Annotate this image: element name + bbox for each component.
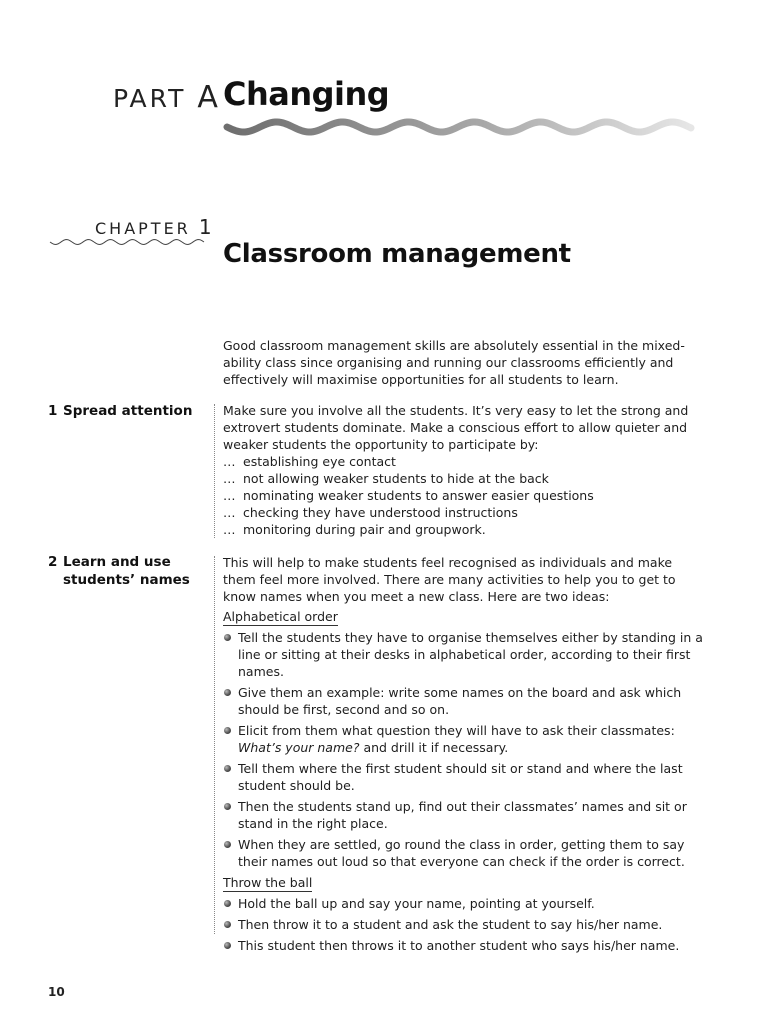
bullet-text: Then throw it to a student and ask the student to say his/her name.	[238, 917, 663, 932]
ellipsis-marker: …	[223, 505, 236, 520]
bullet-dot-icon	[224, 803, 231, 810]
subheading-throw-the-ball: Throw the ball	[223, 875, 313, 890]
bullet-text-italic: What’s your name?	[238, 740, 360, 755]
bullet-item	[223, 937, 703, 954]
chapter-number: 1	[198, 215, 212, 239]
bullet-dot-icon	[224, 634, 231, 641]
page-number: 10	[48, 985, 65, 999]
list-item	[223, 453, 703, 470]
section-paragraph: This will help to make students feel recognised as individuals and make them feel more involved. There are many activities to help you to get to know names when you meet a new class. Here are two ideas:	[223, 555, 676, 604]
dotted-divider	[214, 404, 215, 538]
bullet-dot-icon	[224, 921, 231, 928]
section-heading-text: Learn and use	[63, 554, 171, 570]
bullet-item	[223, 684, 703, 718]
bullet-dot-icon	[224, 689, 231, 696]
bullet-text: Then the students stand up, find out their classmates’ names and sit or stand in the right place.	[238, 799, 687, 831]
bullet-list	[223, 629, 703, 870]
list-item	[223, 504, 703, 521]
bullet-dot-icon	[224, 942, 231, 949]
bullet-dot-icon	[224, 765, 231, 772]
intro-paragraph: Good classroom management skills are absolutely essential in the mixed-ability class since organising and running our classrooms efficiently and effectively will maximise opportunities for all students to learn.	[223, 338, 685, 387]
section-number: 2	[48, 554, 58, 570]
bullet-dot-icon	[224, 841, 231, 848]
section-heading-2	[48, 553, 190, 589]
dots-list	[223, 453, 703, 538]
bullet-text: This student then throws it to another student who says his/her name.	[238, 938, 680, 953]
section-heading-text: Spread attention	[63, 403, 193, 419]
bullet-item	[223, 722, 703, 756]
section-1-body	[223, 402, 703, 538]
ellipsis-marker: …	[223, 454, 236, 469]
bullet-list	[223, 895, 703, 954]
bullet-text: Hold the ball up and say your name, pointing at yourself.	[238, 896, 595, 911]
subheading-alphabetical-order: Alphabetical order	[223, 609, 338, 624]
chapter-title: Classroom management	[223, 239, 571, 269]
list-item-text: establishing eye contact	[243, 454, 396, 469]
section-heading-1	[48, 402, 192, 420]
section-heading-text: students’ names	[63, 572, 190, 588]
bullet-item	[223, 836, 703, 870]
ellipsis-marker: …	[223, 522, 236, 537]
list-item-text: checking they have understood instructions	[243, 505, 518, 520]
list-item	[223, 470, 703, 487]
bullet-text: and drill it if necessary.	[359, 740, 509, 755]
bullet-item	[223, 895, 703, 912]
part-letter: A	[197, 80, 218, 115]
bullet-text: When they are settled, go round the class in order, getting them to say their names out loud so that everyone can check if the order is correct.	[238, 837, 685, 869]
bullet-item	[223, 629, 703, 680]
list-item	[223, 521, 703, 538]
bullet-text: Tell the students they have to organise themselves either by standing in a line or sitting at their desks in alphabetical order, according to their first names.	[238, 630, 703, 679]
bullet-text: Give them an example: write some names on the board and ask which should be first, second and so on.	[238, 685, 682, 717]
section-paragraph: Make sure you involve all the students. It’s very easy to let the strong and extrovert students dominate. Make a conscious effort to allow quieter and weaker students the opportunity to participate by:	[223, 403, 689, 452]
section-number: 1	[48, 403, 58, 419]
decorative-wave-icon	[48, 235, 206, 249]
part-word: PART	[113, 84, 187, 113]
bullet-item	[223, 916, 703, 933]
section-2-body	[223, 554, 703, 958]
bullet-dot-icon	[224, 727, 231, 734]
list-item-text: not allowing weaker students to hide at the back	[243, 471, 549, 486]
bullet-item	[223, 760, 703, 794]
ellipsis-marker: …	[223, 488, 236, 503]
list-item-text: monitoring during pair and groupwork.	[243, 522, 486, 537]
dotted-divider	[214, 556, 215, 934]
ellipsis-marker: …	[223, 471, 236, 486]
bullet-dot-icon	[224, 900, 231, 907]
decorative-wave-icon	[222, 112, 697, 142]
bullet-item	[223, 798, 703, 832]
bullet-text: Elicit from them what question they will have to ask their classmates:	[238, 723, 675, 738]
part-title: Changing	[223, 75, 390, 113]
list-item-text: nominating weaker students to answer easier questions	[243, 488, 594, 503]
part-label	[113, 80, 218, 115]
list-item	[223, 487, 703, 504]
bullet-text: Tell them where the first student should sit or stand and where the last student should be.	[238, 761, 683, 793]
chapter-word: CHAPTER	[95, 219, 191, 238]
